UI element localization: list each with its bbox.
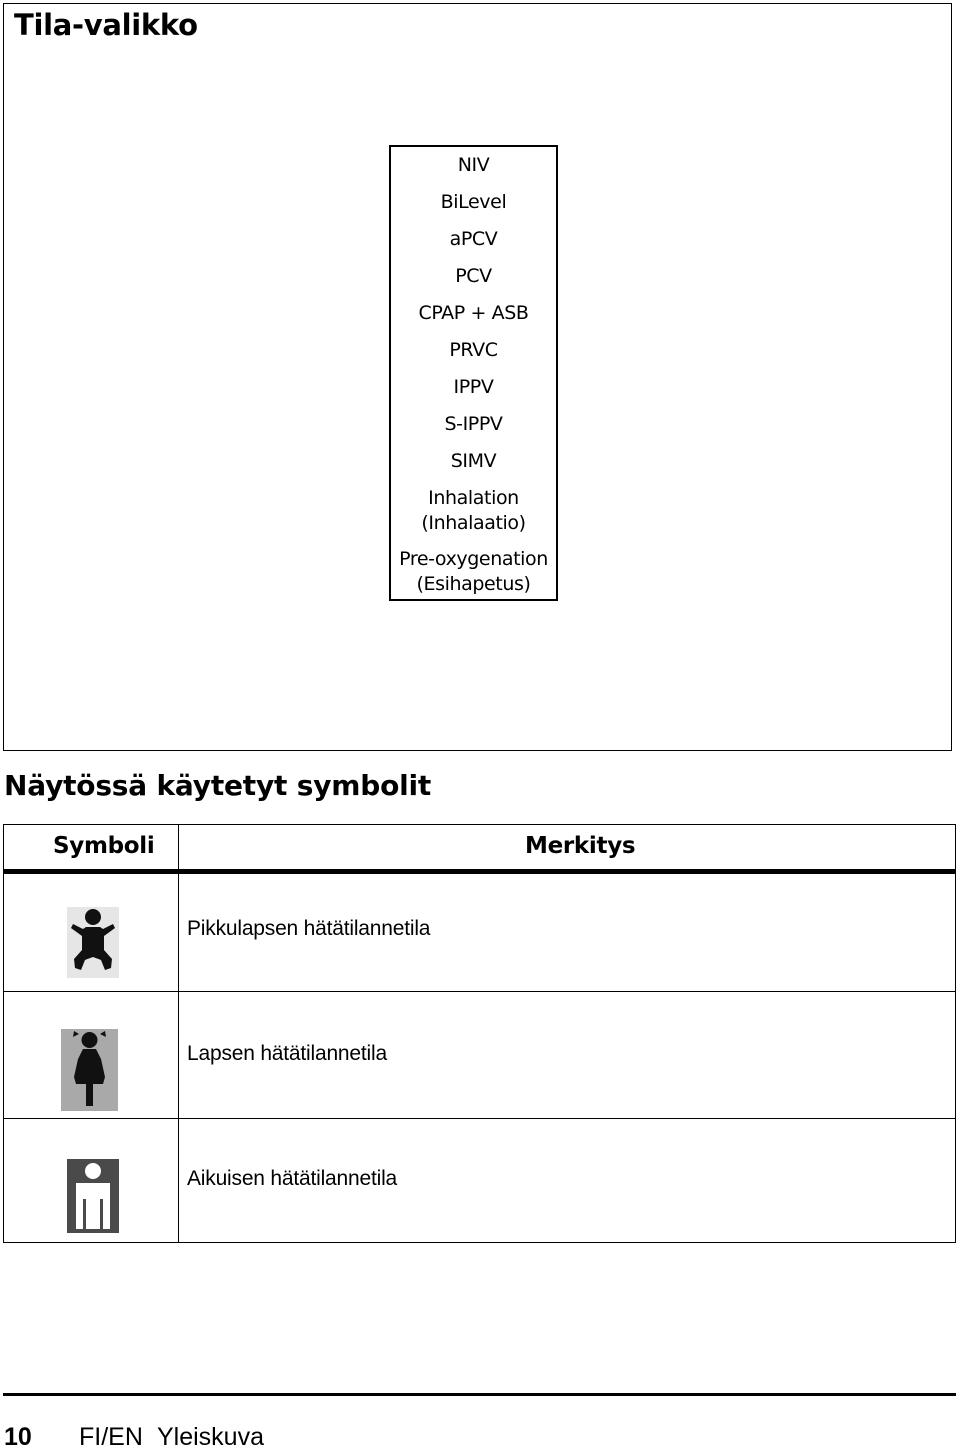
menu-item-niv[interactable]: NIV [457, 154, 490, 176]
section-title: Näytössä käytetyt symbolit [4, 769, 432, 802]
menu-item-prvc[interactable]: PRVC [449, 339, 498, 361]
table-row [4, 992, 955, 1118]
menu-item-apcv[interactable]: aPCV [449, 228, 498, 250]
header-meaning: Merkitys [525, 833, 636, 859]
menu-item-pre-oxygenation[interactable]: Pre-oxygenation (Esihapetus) [399, 548, 548, 595]
adult-icon [67, 1159, 119, 1233]
menu-item-pcv[interactable]: PCV [455, 265, 492, 287]
footer-rule [3, 1393, 956, 1396]
panel-title: Tila-valikko [14, 8, 198, 42]
menu-item-bilevel[interactable]: BiLevel [440, 191, 507, 213]
footer-section: Yleiskuva [157, 1423, 264, 1451]
footer-language: FI/EN [79, 1423, 143, 1451]
meaning-adult: Aikuisen hätätilannetila [187, 1167, 398, 1190]
table-header [4, 825, 955, 874]
mode-menu [389, 145, 558, 601]
meaning-infant: Pikkulapsen hätätilannetila [187, 917, 431, 940]
meaning-child: Lapsen hätätilannetila [187, 1042, 387, 1065]
infant-icon [67, 907, 119, 978]
menu-item-s-ippv[interactable]: S-IPPV [444, 413, 503, 435]
table-row [4, 874, 955, 991]
menu-item-ippv[interactable]: IPPV [453, 376, 494, 398]
header-symbol: Symboli [53, 833, 155, 859]
page-number: 10 [4, 1423, 32, 1451]
table-row [4, 1119, 955, 1242]
mode-menu-panel [3, 3, 952, 751]
symbols-table [3, 824, 956, 1243]
child-icon [61, 1029, 118, 1111]
menu-item-cpap-asb[interactable]: CPAP + ASB [418, 302, 529, 324]
menu-item-inhalation[interactable]: Inhalation (Inhalaatio) [421, 487, 526, 534]
menu-item-simv[interactable]: SIMV [450, 450, 497, 472]
